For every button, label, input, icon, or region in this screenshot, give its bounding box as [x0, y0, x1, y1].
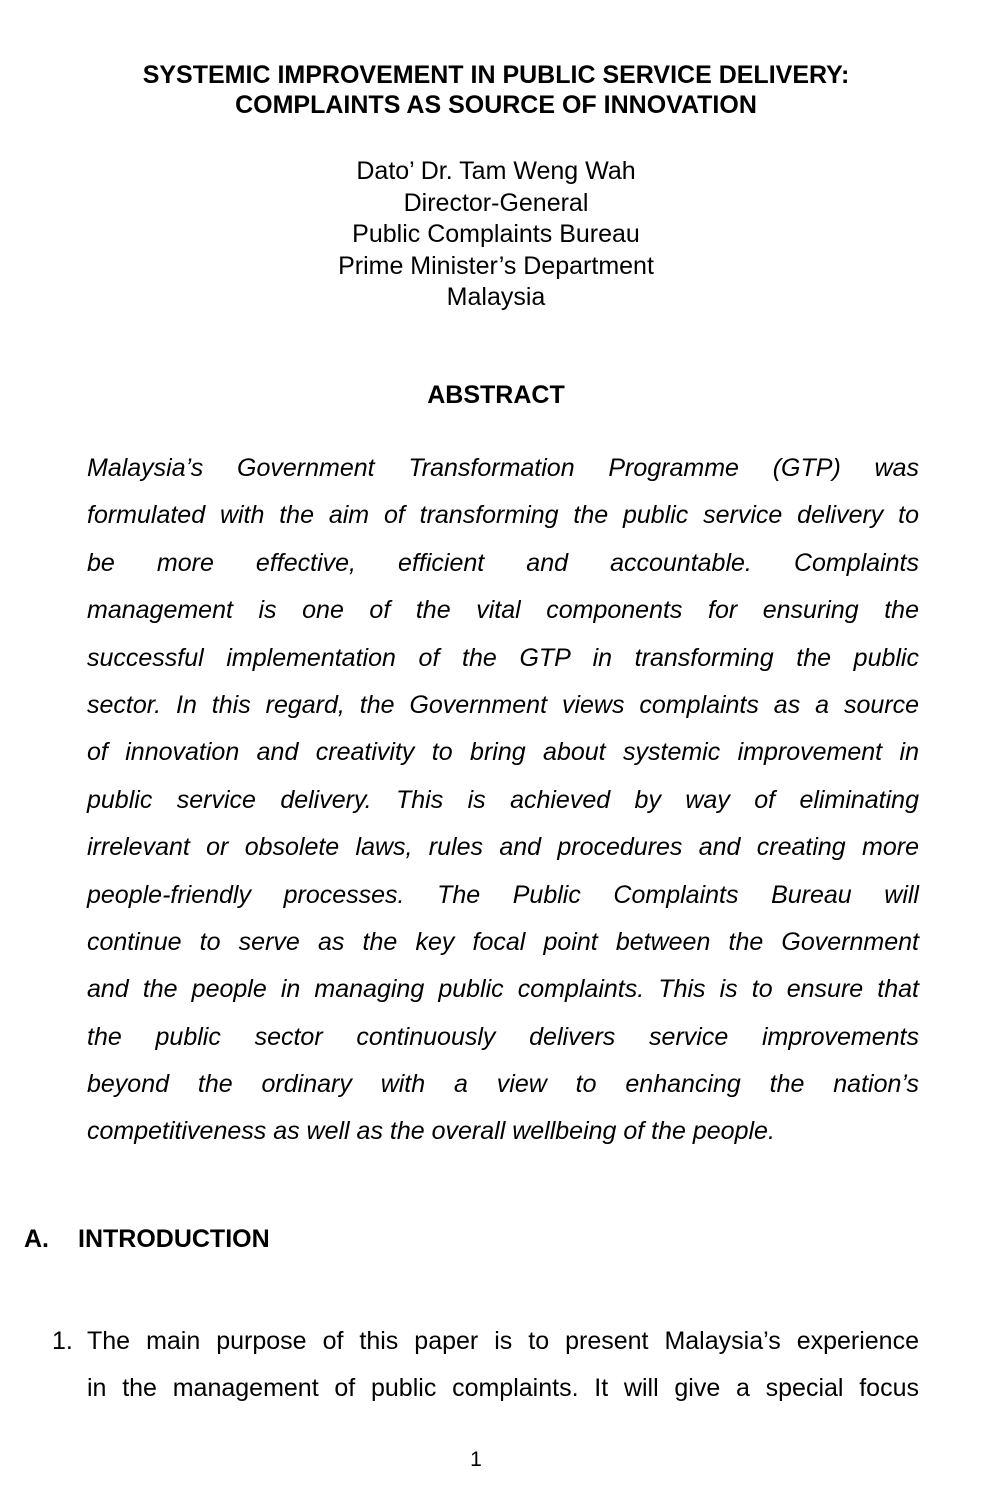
- title-line-1: SYSTEMIC IMPROVEMENT IN PUBLIC SERVICE DELIVERY:: [142, 61, 850, 89]
- abstract-line: formulated with the aim of transforming the public service delivery to: [87, 501, 919, 530]
- author-organization: Public Complaints Bureau: [352, 220, 640, 248]
- abstract-line: management is one of the vital components for ensuring the: [87, 596, 919, 625]
- abstract-line: competitiveness as well as the overall wellbeing of the people.: [87, 1117, 775, 1146]
- abstract-body: [87, 445, 919, 1156]
- section-heading-introduction: [24, 1223, 270, 1255]
- author-block: [0, 156, 992, 314]
- author-country: Malaysia: [446, 283, 546, 311]
- abstract-line: Malaysia’s Government Transformation Programme (GTP) was: [87, 454, 919, 482]
- section-letter: A.: [24, 1225, 49, 1253]
- abstract-line: continue to serve as the key focal point between the Government: [87, 927, 919, 956]
- title-line-2: COMPLAINTS AS SOURCE OF INNOVATION: [235, 91, 757, 119]
- paper-title: [0, 60, 992, 120]
- paragraph-line: The main purpose of this paper is to present Malaysia’s experience: [87, 1327, 919, 1355]
- paragraph-line: in the management of public complaints. It will give a special focus: [87, 1374, 919, 1403]
- paragraph-number: 1.: [52, 1327, 73, 1355]
- author-position: Director-General: [403, 188, 589, 217]
- abstract-heading: ABSTRACT: [427, 381, 565, 409]
- author-name: Dato’ Dr. Tam Weng Wah: [356, 157, 636, 185]
- page-number: 1: [470, 1448, 482, 1471]
- abstract-line: public service delivery. This is achieved by way of eliminating: [87, 785, 919, 814]
- abstract-line: beyond the ordinary with a view to enhancing the nation’s: [87, 1070, 919, 1099]
- abstract-line: the public sector continuously delivers service improvements: [87, 1022, 919, 1051]
- abstract-line: be more effective, efficient and accountable. Complaints: [87, 548, 919, 577]
- abstract-line: irrelevant or obsolete laws, rules and procedures and creating more: [87, 833, 919, 862]
- abstract-line: sector. In this regard, the Government views complaints as a source: [87, 690, 919, 719]
- author-department: Prime Minister’s Department: [338, 251, 654, 280]
- abstract-line: successful implementation of the GTP in transforming the public: [87, 643, 919, 672]
- abstract-line: and the people in managing public complaints. This is to ensure that: [87, 975, 919, 1004]
- paragraph-text: [87, 1318, 919, 1413]
- section-title: INTRODUCTION: [78, 1225, 270, 1253]
- paragraph-1: [52, 1318, 919, 1413]
- abstract-line: of innovation and creativity to bring about systemic improvement in: [87, 738, 919, 767]
- abstract-line: people-friendly processes. The Public Complaints Bureau will: [87, 880, 919, 909]
